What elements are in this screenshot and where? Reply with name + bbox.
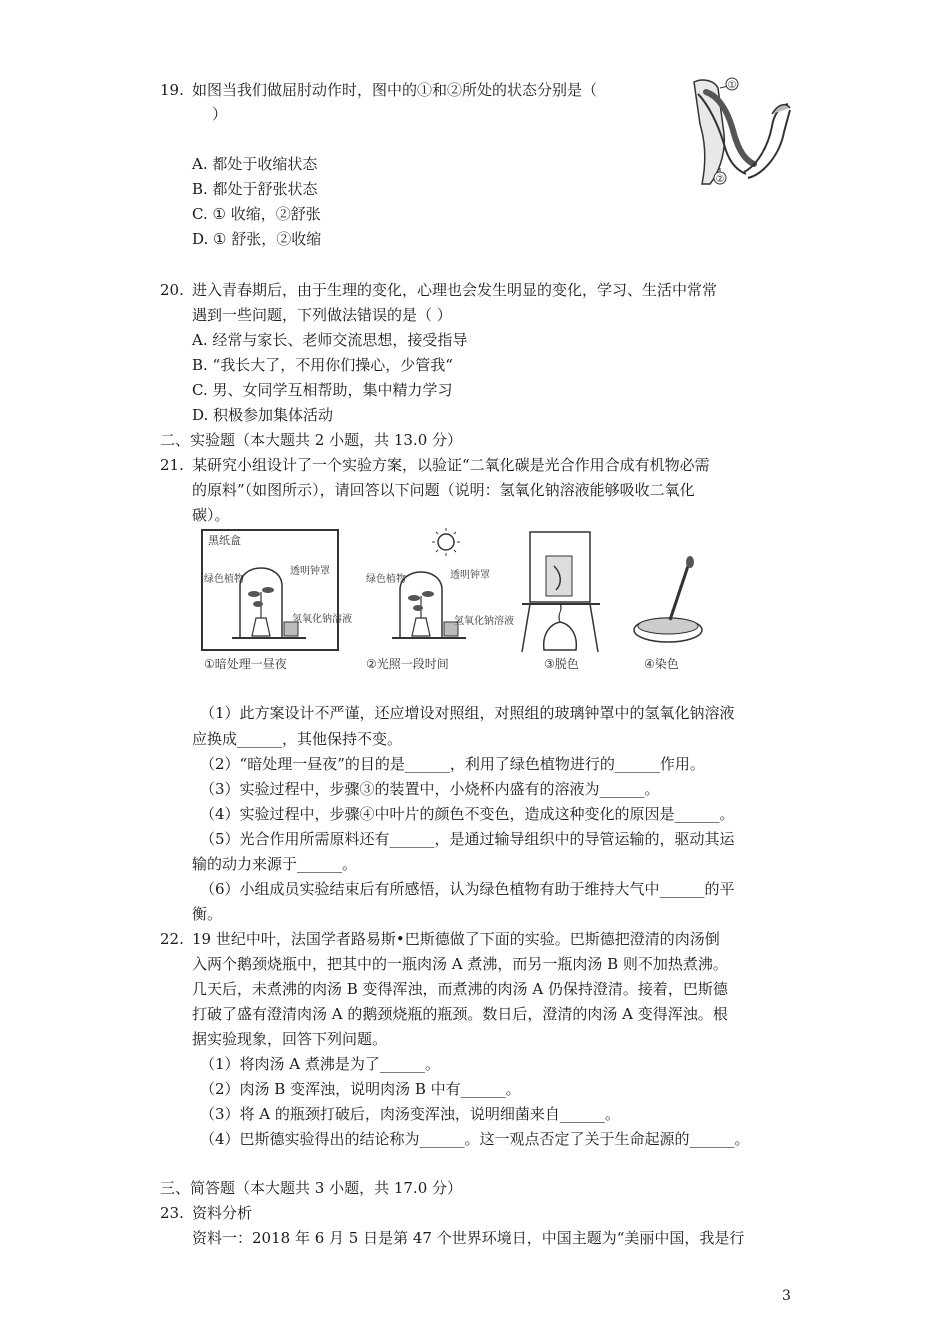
q21-stem-line3: 碳）。 — [192, 506, 230, 524]
fig-label-2: ② — [715, 174, 725, 185]
panel-decolorize — [522, 532, 600, 671]
q21-sub5-line2: 输的动力来源于______。 — [192, 855, 358, 873]
q21-sub6-line2: 衡。 — [192, 905, 223, 923]
q23-number: 23. — [160, 1204, 184, 1222]
q20-option-a: A. 经常与家长、老师交流思想，接受指导 — [192, 331, 468, 349]
q19-option-d: D. ① 舒张，②收缩 — [192, 230, 322, 248]
photosynthesis-experiment-figure — [196, 526, 716, 676]
q21-stem-line2: 的原料”（如图所示），请回答以下问题（说明：氢氧化钠溶液能够吸收二氧化 — [192, 481, 695, 499]
panel-dark-treatment — [202, 530, 352, 671]
q23-title: 资料分析 — [192, 1204, 253, 1222]
panel-light-period — [366, 528, 514, 671]
q22-sub2: （2）肉汤 B 变浑浊，说明肉汤 B 中有______。 — [200, 1080, 521, 1098]
q21-sub1-line1: （1）此方案设计不严谨，还应增设对照组，对照组的玻璃钟罩中的氢氧化钠溶液 — [200, 704, 735, 722]
q19-option-c: C. ① 收缩，②舒张 — [192, 205, 321, 223]
caption-decolor: ③脱色 — [544, 657, 579, 671]
plant-label-2: 绿色植物 — [366, 574, 406, 585]
caption-light: ②光照一段时间 — [366, 657, 449, 671]
arm-muscle-figure — [684, 74, 794, 186]
fig-label-1: ① — [727, 80, 737, 91]
q20-option-b: B. “我长大了，不用你们操心，少管我“ — [192, 356, 453, 374]
q19-stem-line1: 如图当我们做屈肘动作时，图中的①和②所处的状态分别是（ — [192, 81, 598, 99]
q22-stem-line1: 19 世纪中叶，法国学者路易斯•巴斯德做了下面的实验。巴斯德把澄清的肉汤倒 — [192, 930, 720, 948]
q22-stem-line3: 几天后，未煮沸的肉汤 B 变得浑浊，而煮沸的肉汤 A 仍保持澄清。接着，巴斯德 — [192, 980, 728, 998]
q21-sub4: （4）实验过程中，步骤④中叶片的颜色不变色，造成这种变化的原因是______。 — [200, 805, 735, 823]
q22-sub1: （1）将肉汤 A 煮沸是为了______。 — [200, 1055, 440, 1073]
q20-option-c: C. 男、女同学互相帮助，集中精力学习 — [192, 381, 453, 399]
q21-sub2: （2）“暗处理一昼夜”的目的是______，利用了绿色植物进行的______作用。 — [200, 755, 705, 773]
q22-stem-line5: 据实验现象，回答下列问题。 — [192, 1030, 388, 1048]
q21-sub5-line1: （5）光合作用所需原料还有______，是通过输导组织中的导管运输的，驱动其运 — [200, 830, 735, 848]
q20-option-d: D. 积极参加集体活动 — [192, 406, 334, 424]
q19-number: 19. — [160, 81, 184, 99]
panel-stain — [634, 556, 702, 671]
q19-option-b: B. 都处于舒张状态 — [192, 180, 318, 198]
q19-stem-line2: ） — [212, 105, 228, 123]
q21-sub1-line2: 应换成______，其他保持不变。 — [192, 730, 403, 748]
q20-number: 20. — [160, 281, 184, 299]
bell-jar-label: 透明钟罩 — [290, 566, 330, 577]
q21-sub6-line1: （6）小组成员实验结束后有所感悟，认为绿色植物有助于维持大气中______的平 — [200, 880, 735, 898]
section-3-heading: 三、简答题（本大题共 3 小题，共 17.0 分） — [160, 1179, 463, 1197]
q22-sub3: （3）将 A 的瓶颈打破后，肉汤变浑浊，说明细菌来自______。 — [200, 1105, 620, 1123]
q20-stem-line2: 遇到一些问题，下列做法错误的是（ ） — [192, 306, 452, 324]
plant-label: 绿色植物 — [204, 574, 244, 585]
q20-stem-line1: 进入青春期后，由于生理的变化，心理也会发生明显的变化，学习、生活中常常 — [192, 281, 718, 299]
naoh-label-2: 氢氧化钠溶液 — [454, 616, 514, 627]
naoh-label: 氢氧化钠溶液 — [292, 614, 352, 625]
q23-material-line1: 资料一：2018 年 6 月 5 日是第 47 个世界环境日，中国主题为“美丽中国，我是行 — [192, 1229, 745, 1247]
page-number: 3 — [782, 1288, 791, 1304]
q22-sub4: （4）巴斯德实验得出的结论称为______。这一观点否定了关于生命起源的______。 — [200, 1130, 750, 1148]
q21-stem-line1: 某研究小组设计了一个实验方案，以验证“二氧化碳是光合作用合成有机物必需 — [192, 456, 710, 474]
q22-stem-line2: 入两个鹅颈烧瓶中，把其中的一瓶肉汤 A 煮沸，而另一瓶肉汤 B 则不加热煮沸。 — [192, 955, 728, 973]
q19-option-a: A. 都处于收缩状态 — [192, 155, 318, 173]
caption-stain: ④染色 — [644, 657, 679, 671]
black-box-label: 黑纸盒 — [208, 534, 241, 547]
bell-jar-label-2: 透明钟罩 — [450, 570, 490, 581]
caption-dark: ①暗处理一昼夜 — [204, 657, 287, 671]
q21-sub3: （3）实验过程中，步骤③的装置中，小烧杯内盛有的溶液为______。 — [200, 780, 660, 798]
q21-number: 21. — [160, 456, 184, 474]
section-2-heading: 二、实验题（本大题共 2 小题，共 13.0 分） — [160, 431, 463, 449]
q22-stem-line4: 打破了盛有澄清肉汤 A 的鹅颈烧瓶的瓶颈。数日后，澄清的肉汤 A 变得浑浊。根 — [192, 1005, 728, 1023]
q22-number: 22. — [160, 930, 184, 948]
